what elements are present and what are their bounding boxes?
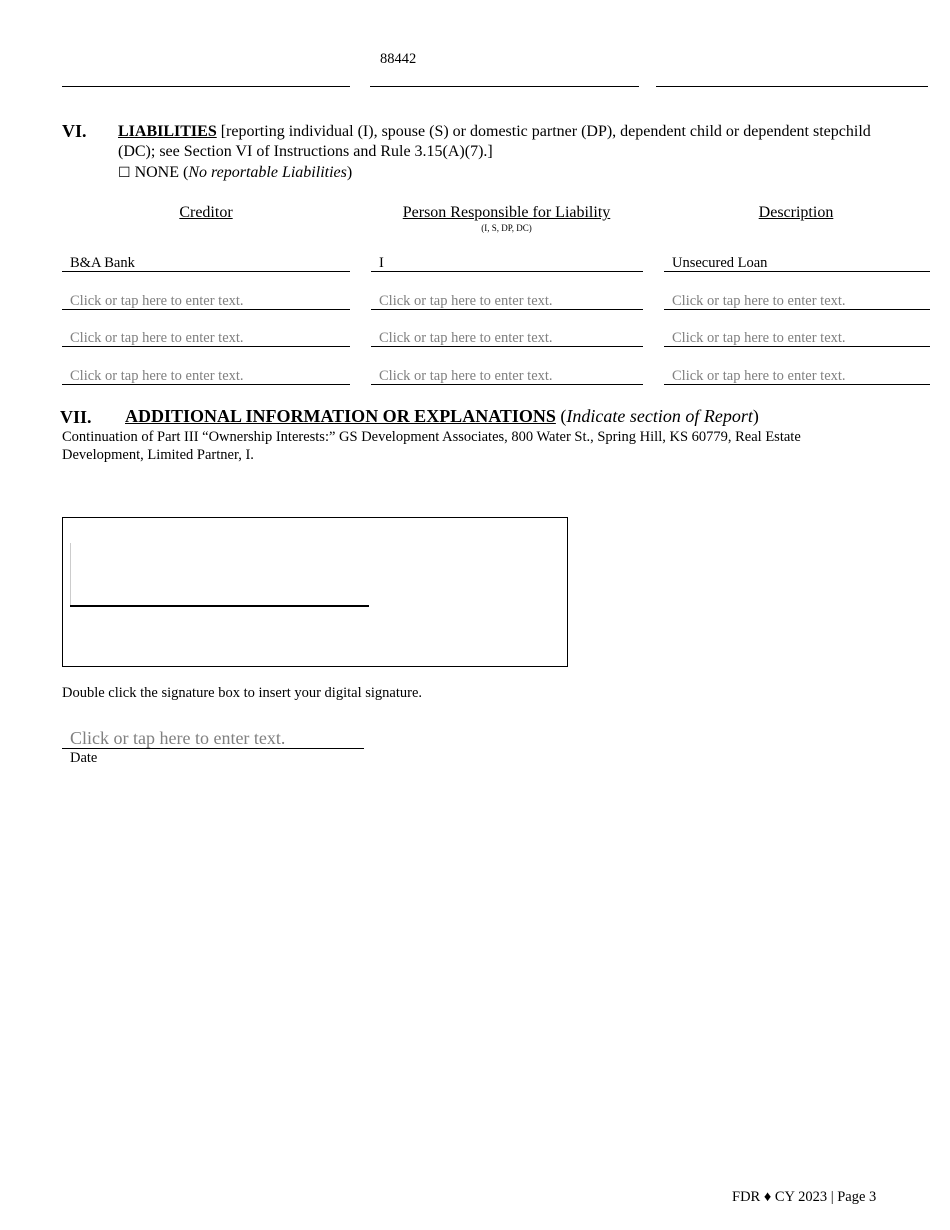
section-vi-title: LIABILITIES	[118, 123, 217, 140]
page-footer: FDR ♦ CY 2023 | Page 3	[732, 1189, 877, 1205]
none-checkbox[interactable]: ☐	[118, 165, 131, 181]
column-header-creditor: Creditor	[179, 204, 233, 221]
description-field[interactable]: Click or tap here to enter text.	[664, 367, 930, 385]
description-field[interactable]: Click or tap here to enter text.	[664, 329, 930, 347]
signature-instruction: Double click the signature box to insert your digital signature.	[62, 685, 423, 701]
date-field[interactable]: Click or tap here to enter text.	[62, 727, 364, 749]
none-option	[118, 163, 352, 183]
column-subheader-person: (I, S, DP, DC)	[481, 223, 532, 233]
section-vi-number: VI.	[62, 121, 87, 141]
section-vii-italic: Indicate section of Report	[566, 406, 753, 426]
none-close: )	[346, 164, 353, 181]
creditor-field[interactable]: Click or tap here to enter text.	[62, 329, 350, 347]
person-responsible-field[interactable]: Click or tap here to enter text.	[371, 292, 643, 310]
date-label: Date	[70, 750, 98, 766]
header-line-left	[62, 86, 350, 87]
person-responsible-field[interactable]: I	[371, 254, 643, 272]
section-vii-title: ADDITIONAL INFORMATION OR EXPLANATIONS	[125, 406, 556, 426]
section-vi-heading	[118, 122, 888, 162]
creditor-field[interactable]: Click or tap here to enter text.	[62, 292, 350, 310]
section-vi-description: [reporting individual (I), spouse (S) or domestic partner (DP), dependent child or dependent stepchild (DC); see Section VI of Instructions and Rule 3.15(A)(7).]	[118, 123, 871, 160]
description-field[interactable]: Click or tap here to enter text.	[664, 292, 930, 310]
report-id-number: 88442	[380, 51, 417, 67]
header-line-middle	[370, 86, 639, 87]
section-vii-heading	[125, 406, 759, 427]
section-vii-number: VII.	[60, 407, 92, 427]
person-responsible-field[interactable]: Click or tap here to enter text.	[371, 367, 643, 385]
signature-box[interactable]	[62, 517, 568, 667]
section-vii-paren-close: )	[752, 406, 759, 426]
person-responsible-field[interactable]: Click or tap here to enter text.	[371, 329, 643, 347]
none-italic-label: No reportable Liabilities	[188, 164, 347, 181]
section-vii-paren-open: (	[555, 406, 567, 426]
creditor-field[interactable]: Click or tap here to enter text.	[62, 367, 350, 385]
column-header-person: Person Responsible for Liability	[402, 204, 611, 221]
description-field[interactable]: Unsecured Loan	[664, 254, 930, 272]
column-header-description: Description	[758, 204, 834, 221]
signature-line	[70, 605, 369, 607]
additional-information-text[interactable]: Continuation of Part III “Ownership Interests:” GS Development Associates, 800 Water St., Spring Hill, KS 60779, Real Estate Development, Limited Partner, I.	[62, 429, 801, 463]
none-label: NONE (	[134, 164, 189, 181]
header-line-right	[656, 86, 928, 87]
signature-left-border	[70, 543, 71, 605]
creditor-field[interactable]: B&A Bank	[62, 254, 350, 272]
